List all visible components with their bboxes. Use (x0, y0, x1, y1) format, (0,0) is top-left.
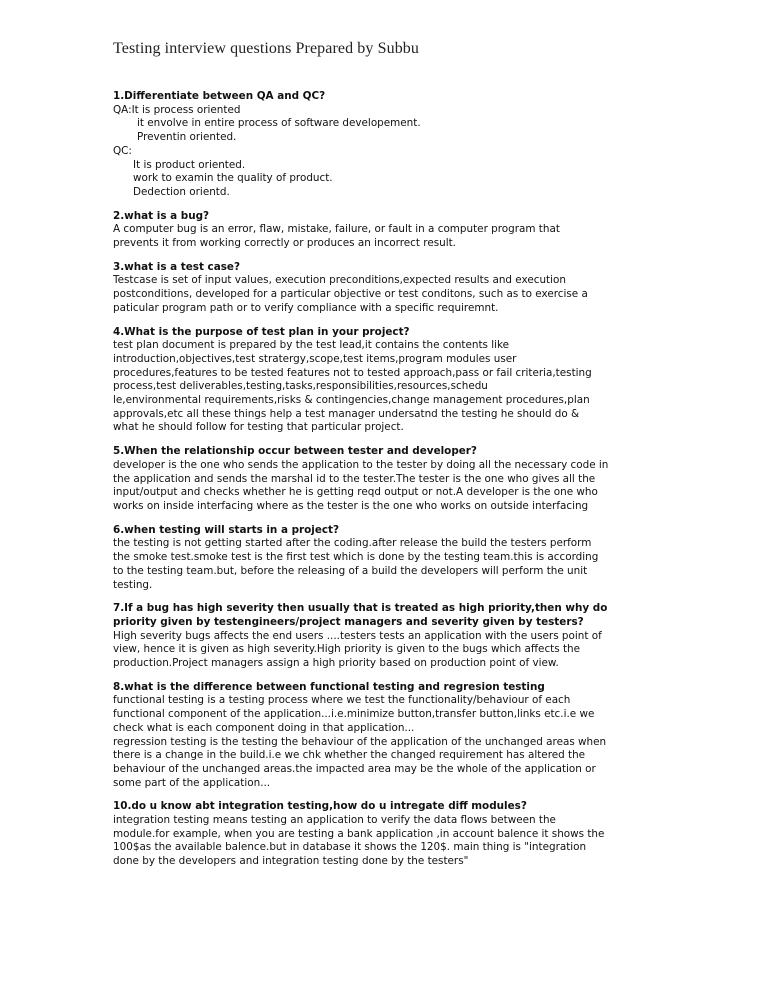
answer-line: work to examin the quality of product. (133, 172, 333, 185)
answer-line: approvals,etc all these things help a test manager undersatnd the testing he should do & (113, 407, 580, 420)
qa-block (113, 90, 668, 200)
answer-line: It is product oriented. (133, 158, 246, 171)
answer-line: Dedection orientd. (133, 185, 230, 198)
answer-line: check what is each component doing in that application... (113, 721, 415, 734)
question-heading: priority given by testengineers/project managers and severity given by testers? (113, 615, 584, 628)
qa-block (113, 524, 668, 593)
answer-line: test plan document is prepared by the test lead,it contains the contents like (113, 339, 510, 352)
answer-line: regression testing is the testing the behaviour of the application of the unchanged areas when (113, 735, 607, 748)
answer-line: Preventin oriented. (137, 131, 237, 144)
question-heading: 6.when testing will starts in a project? (113, 523, 340, 536)
question-heading: 2.what is a bug? (113, 209, 210, 222)
answer-line: prevents it from working correctly or produces an incorrect result. (113, 237, 456, 250)
answer-line: input/output and checks whether he is getting reqd output or not.A developer is the one who (113, 486, 598, 499)
qa-block (113, 326, 668, 436)
question-heading: 7.If a bug has high severity then usually that is treated as high priority,then why do (113, 602, 608, 615)
question-heading: 5.When the relationship occur between tester and developer? (113, 445, 477, 458)
answer-line: procedures,features to be tested features not to tested approach,pass or fail criteria,testing (113, 366, 592, 379)
answer-line: testing. (113, 578, 153, 591)
answer-line: le,environmental requirements,risks & contingencies,change management procedures,plan (113, 394, 590, 407)
answer-line: to the testing team.but, before the releasing of a build the developers will perform the unit (113, 564, 588, 577)
answer-line: the application and sends the marshal id to the tester.The tester is the one who gives all the (113, 472, 596, 485)
document-title: Testing interview questions Prepared by Subbu (113, 40, 419, 57)
qa-block (113, 681, 668, 791)
answer-line: High severity bugs affects the end users ....testers tests an application with the users point of (113, 629, 602, 642)
question-heading: 4.What is the purpose of test plan in your project? (113, 325, 410, 338)
answer-line: A computer bug is an error, flaw, mistake, failure, or fault in a computer program that (113, 223, 560, 236)
qa-block (113, 261, 668, 316)
answer-line: process,test deliverables,testing,tasks,responsibilities,resources,schedu (113, 380, 488, 393)
answer-line: it envolve in entire process of software developement. (137, 117, 421, 130)
answer-line: module.for example, when you are testing a bank application ,in account balence it shows the (113, 827, 605, 840)
answer-line: functional component of the application...i.e.minimize button,transfer button,links etc.i.e we (113, 708, 595, 721)
qa-block (113, 210, 668, 251)
answer-line: functional testing is a testing process where we test the functionality/behaviour of each (113, 694, 571, 707)
answer-line: there is a change in the build.i.e we chk whether the changed requirement has altered the (113, 749, 586, 762)
answer-line: done by the developers and integration testing done by the testers" (113, 855, 469, 868)
answer-line: the testing is not getting started after the coding.after release the build the testers perform (113, 537, 592, 550)
question-heading: 1.Differentiate between QA and QC? (113, 90, 326, 102)
answer-line: QA:It is process oriented (113, 103, 241, 116)
qa-block (113, 445, 668, 514)
answer-line: introduction,objectives,test stratergy,scope,test items,program modules user (113, 352, 517, 365)
answer-line: Testcase is set of input values, execution preconditions,expected results and execution (113, 274, 566, 287)
answer-line: behaviour of the unchanged areas.the impacted area may be the whole of the application or (113, 762, 596, 775)
answer-line: what he should follow for testing that particular project. (113, 421, 404, 434)
answer-line: developer is the one who sends the application to the tester by doing all the necessary code in (113, 458, 609, 471)
answer-line: 100$as the available balence.but in database it shows the 120$. main thing is "integration (113, 841, 587, 854)
answer-line: view, hence it is given as high severity.High priority is given to the bugs which affects the (113, 643, 580, 656)
question-heading: 3.what is a test case? (113, 260, 240, 273)
answer-line: production.Project managers assign a high priority based on production point of view. (113, 657, 559, 670)
answer-line: some part of the application... (113, 776, 271, 789)
answer-line: postconditions, developed for a particular objective or test conditons, such as to exercise a (113, 288, 588, 301)
qa-block (113, 602, 668, 671)
question-heading: 8.what is the difference between functional testing and regresion testing (113, 680, 545, 693)
answer-line: the smoke test.smoke test is the first test which is done by the testing team.this is according (113, 551, 599, 564)
document-body (113, 90, 668, 879)
answer-line: paticular program path or to verify compliance with a specific requiremnt. (113, 301, 499, 314)
qa-block (113, 800, 668, 869)
answer-line: works on inside interfacing where as the tester is the one who works on outside interfacing (113, 499, 589, 512)
answer-line: QC: (113, 144, 132, 157)
question-heading: 10.do u know abt integration testing,how do u intregate diff modules? (113, 800, 527, 813)
answer-line: integration testing means testing an application to verify the data flows between the (113, 814, 556, 827)
